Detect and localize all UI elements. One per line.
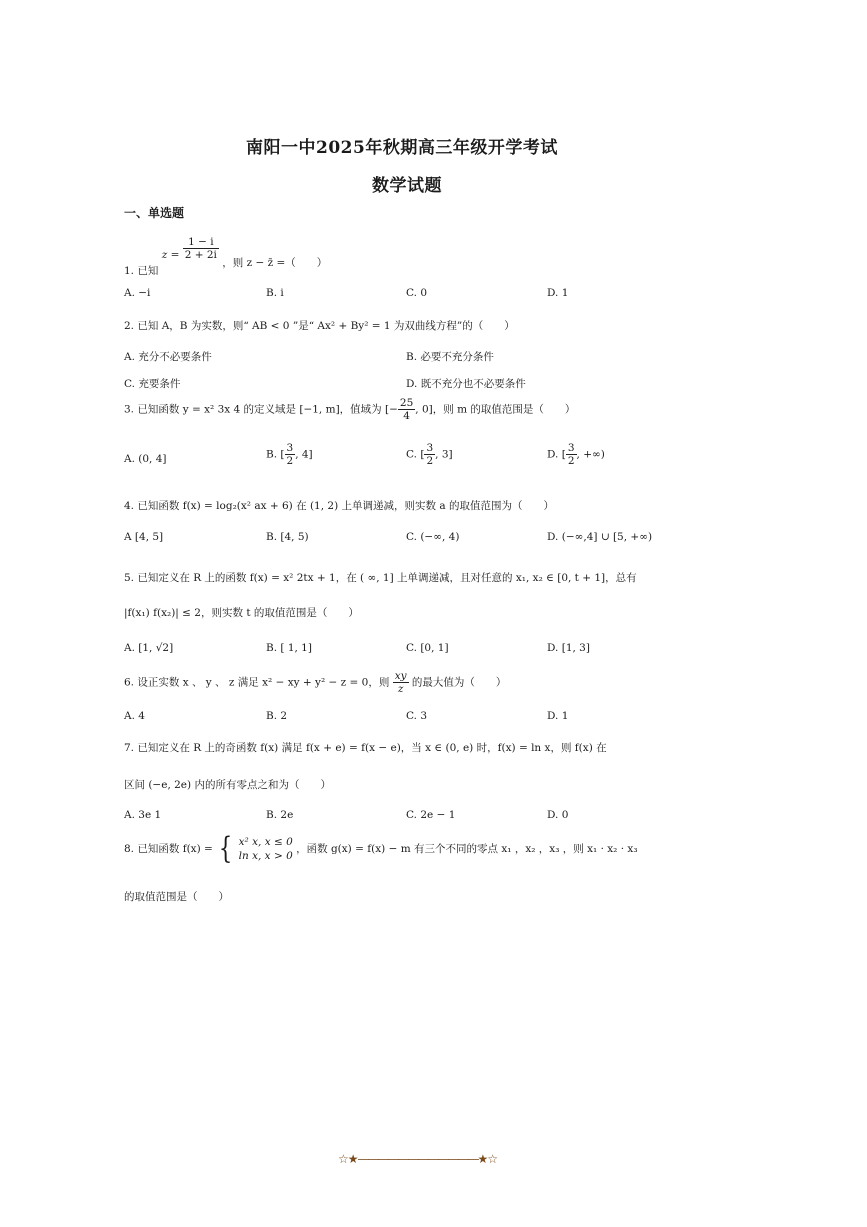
q3-frac-num: 25 xyxy=(399,397,414,409)
q1-frac-num: 1 − i xyxy=(183,236,219,249)
q1-label: 1. 已知 xyxy=(124,264,159,277)
q8-brace: { xyxy=(219,831,233,866)
q6-option-a[interactable]: A. 4 xyxy=(124,710,145,722)
q3-b-prefix: B. xyxy=(266,448,278,461)
question-3 xyxy=(124,397,575,422)
page-subtitle: 数学试题 xyxy=(372,176,442,196)
q4-option-c[interactable]: C. (−∞, 4) xyxy=(406,531,460,543)
question-7-line2: 区间 (−e, 2e) 内的所有零点之和为（ ） xyxy=(124,779,331,791)
page-title: 南阳一中2025年秋期高三年级开学考试 xyxy=(246,138,558,158)
question-7-line1: 7. 已知定义在 R 上的奇函数 f(x) 满足 f(x + e) = f(x − e)，当 x ∈ (0, e) 时，f(x) = ln x，则 f(x) 在 xyxy=(124,742,607,754)
q1-stem-end: ，则 z − z̄ =（ ） xyxy=(222,256,328,269)
q3-b-num: 3 xyxy=(286,442,294,454)
q5-option-b[interactable]: B. [ 1, 1] xyxy=(266,642,312,654)
q3-option-d[interactable] xyxy=(547,442,605,467)
q3-b-suffix: , 4] xyxy=(295,448,313,461)
footer-decoration xyxy=(338,1152,497,1166)
q4-option-a[interactable]: A [4, 5] xyxy=(124,531,164,543)
q6-stem-start: 6. 设正实数 x 、 y 、 z 满足 x² − xy + y² − z = 0，则 xyxy=(124,676,390,689)
section-heading: 一、单选题 xyxy=(124,206,185,220)
q3-fraction xyxy=(398,397,415,422)
q3-d-prefix: D. xyxy=(547,448,559,461)
q6-frac-den: z xyxy=(397,683,404,696)
q3-d-bracket: [ xyxy=(561,448,566,461)
q7-option-a[interactable]: A. 3e 1 xyxy=(124,809,162,821)
q3-c-suffix: , 3] xyxy=(435,448,453,461)
q4-option-b[interactable]: B. [4, 5) xyxy=(266,531,309,543)
q6-fraction xyxy=(393,670,409,695)
q3-option-c[interactable] xyxy=(406,442,453,467)
q7-option-d[interactable]: D. 0 xyxy=(547,809,569,821)
q1-zeq: z = xyxy=(161,248,180,261)
q1-option-d[interactable]: D. 1 xyxy=(547,287,569,299)
q8-case-1: x² x, x ≤ 0 xyxy=(238,835,293,848)
q1-option-c[interactable]: C. 0 xyxy=(406,287,428,299)
q6-option-d[interactable]: D. 1 xyxy=(547,710,569,722)
q3-bracket: [− xyxy=(385,403,398,416)
q5-option-a[interactable]: A. [1, √2] xyxy=(124,642,174,654)
q3-d-den: 2 xyxy=(567,455,575,468)
q3-b-bracket: [ xyxy=(280,448,285,461)
q3-frac-den: 4 xyxy=(403,410,410,423)
q3-option-b[interactable] xyxy=(266,442,313,467)
q1-fraction xyxy=(183,236,219,261)
q3-stem-end: , 0]，则 m 的取值范围是（ ） xyxy=(415,403,576,416)
q3-d-num: 3 xyxy=(567,442,575,454)
question-5-line1: 5. 已知定义在 R 上的函数 f(x) = x² 2tx + 1，在 ( ∞, 1] 上单调递减，且对任意的 x₁, x₂ ∈ [0, t + 1]，总有 xyxy=(124,572,637,584)
q2-option-c[interactable]: C. 充要条件 xyxy=(124,378,181,390)
q3-c-num: 3 xyxy=(426,442,434,454)
q1-option-b[interactable]: B. i xyxy=(266,287,284,299)
q1-frac-den: 2 + 2i xyxy=(184,249,217,262)
q8-case-2: ln x, x > 0 xyxy=(238,850,293,862)
q2-option-a[interactable]: A. 充分不必要条件 xyxy=(124,351,212,363)
q3-d-suffix: , +∞) xyxy=(576,448,605,461)
q3-c-den: 2 xyxy=(426,455,434,468)
q8-stem-end: ，函数 g(x) = f(x) − m 有三个不同的零点 x₁ ，x₂ ，x₃ ，则 x₁ · x₂ · x₃ xyxy=(296,843,638,855)
question-8 xyxy=(124,831,638,866)
q8-cases xyxy=(239,835,293,863)
q3-d-frac xyxy=(566,442,577,467)
q7-option-b[interactable]: B. 2e xyxy=(266,809,294,821)
q8-stem-start: 8. 已知函数 f(x) = xyxy=(124,843,213,855)
q3-b-den: 2 xyxy=(286,455,294,468)
footer-line: ———————————— xyxy=(357,1152,478,1166)
question-1 xyxy=(124,232,328,277)
q2-option-b[interactable]: B. 必要不充分条件 xyxy=(406,351,494,363)
q3-c-bracket: [ xyxy=(420,448,425,461)
q1-option-a[interactable]: A. −i xyxy=(124,287,151,299)
q3-c-prefix: C. xyxy=(406,448,417,461)
footer-stars-left: ☆★ xyxy=(338,1152,358,1166)
q3-option-a[interactable]: A. (0, 4] xyxy=(124,453,167,465)
q6-option-c[interactable]: C. 3 xyxy=(406,710,428,722)
q4-option-d[interactable]: D. (−∞,4] ∪ [5, +∞) xyxy=(547,531,653,543)
q6-option-b[interactable]: B. 2 xyxy=(266,710,288,722)
q3-b-frac xyxy=(285,442,296,467)
question-2: 2. 已知 A，B 为实数，则“ AB < 0 ”是“ Ax² + By² = 1 为双曲线方程”的（ ） xyxy=(124,320,515,332)
q6-stem-end: 的最大值为（ ） xyxy=(411,676,507,689)
q2-option-d[interactable]: D. 既不充分也不必要条件 xyxy=(406,378,526,390)
question-8-line2: 的取值范围是（ ） xyxy=(124,891,229,903)
footer-stars-right: ★☆ xyxy=(477,1152,498,1166)
q5-option-d[interactable]: D. [1, 3] xyxy=(547,642,590,654)
q6-frac-num: xy xyxy=(394,670,407,682)
question-5-line2: |f(x₁) f(x₂)| ≤ 2，则实数 t 的取值范围是（ ） xyxy=(124,607,359,619)
question-6 xyxy=(124,670,506,695)
q3-c-frac xyxy=(424,442,435,467)
q3-stem-start: 3. 已知函数 y = x² 3x 4 的定义域是 [−1, m]，值域为 xyxy=(124,403,382,416)
question-4: 4. 已知函数 f(x) = log₂(x² ax + 6) 在 (1, 2) 上单调递减，则实数 a 的取值范围为（ ） xyxy=(124,500,554,512)
q5-option-c[interactable]: C. [0, 1] xyxy=(406,642,449,654)
q7-option-c[interactable]: C. 2e − 1 xyxy=(406,809,456,821)
